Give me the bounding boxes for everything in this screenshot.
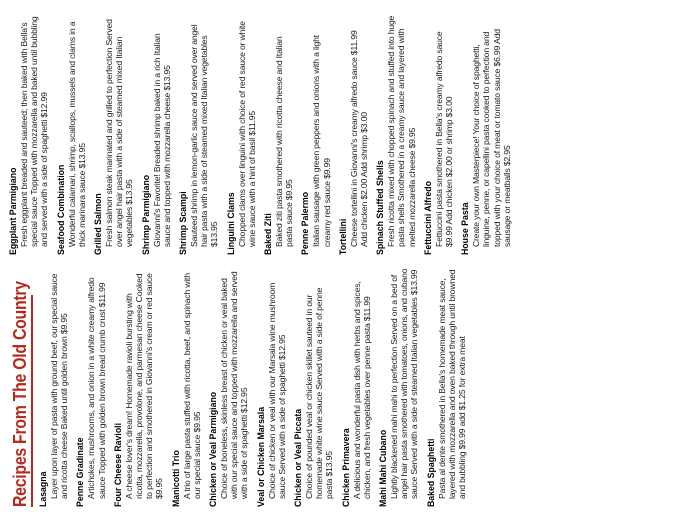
item-description: Chopped clams over linguini with choice of red sauce or white wine sauce with a hint of basil $11.95 <box>236 21 257 247</box>
item-name: Veal or Chicken Marsala <box>255 406 267 507</box>
menu-item <box>113 267 165 507</box>
menu-item <box>93 15 135 255</box>
menu-item <box>375 15 417 255</box>
item-description: Wonderful calamari, shrimp, scallops, mussels and clams in a thick marinara sauce $13.95 <box>66 21 87 247</box>
item-name: Chicken or Veal Piccata <box>293 408 305 507</box>
item-description: Pasta al dente smothered in Bella's homemade meat sauce, layered with mozzarella and oven baked through until browned and bubbling $9.99 add $1.25 for extra meat <box>436 269 468 499</box>
menu-item <box>460 15 512 255</box>
menu-item <box>226 15 257 255</box>
menu-item <box>300 15 331 255</box>
item-name: Penne Palermo <box>300 191 312 255</box>
item-name: Eggplant Parmigiano <box>8 167 19 255</box>
menu-item <box>256 267 287 507</box>
menu-item <box>423 15 454 255</box>
item-description: Choice of boneless, skinless breast of chicken or veal baked with our special sauce and topped with mozzarella and served with a side of spaghetti $12.95 <box>219 271 250 499</box>
item-description: Choice of chicken or veal with our Marsala wine mushroom sauce Served with a side of spaghetti $12.95 <box>266 282 287 499</box>
item-description: Fresh eggplant breaded and sauteed; then baked with Bella's special sauce Topped with mozzarella and baked until bubbling and served with a side of spaghetti $12.99 <box>19 16 50 247</box>
item-name: Linguini Clams <box>225 192 237 255</box>
item-description: Italian sausage with green peppers and onions with a light creamy red sauce $9.99 <box>311 34 332 247</box>
left-column <box>38 267 473 507</box>
item-description: Fettuccini pasta smothered in Bella's creamy alfredo sauce $9.99 Add chicken $2.00 or shrimp $3.00 <box>433 31 455 247</box>
item-name: Shrimp Scampi <box>178 191 190 255</box>
menu-item <box>378 267 420 507</box>
menu-item <box>341 267 372 507</box>
item-name: Fettuccini Alfredo <box>422 181 434 255</box>
item-name: Grilled Salmon <box>93 193 105 255</box>
menu-item <box>338 15 369 255</box>
item-name: Spinach Stuffed Shells <box>375 160 387 255</box>
item-description: Fresh salmon steak marinated and grilled to perfection Served over angel hair pasta with a side of steamed mixed Italian vegetables $13.95 <box>104 19 135 247</box>
title-underline <box>31 295 33 507</box>
item-name: Baked Ziti <box>263 213 275 255</box>
item-description: Choice of pounded veal or chicken skillet sauteed in our homemade white wine sauce Served with a side of penne pasta $13.95 <box>304 287 335 499</box>
item-name: Four Cheese Ravioli <box>112 422 124 507</box>
item-name: Tortellini <box>337 218 349 255</box>
item-name: Mahi Mahi Cubano <box>378 429 390 507</box>
item-description: Layer upon layer of pasta with ground beef, our special sauce and ricotta cheese Baked until golden brown $9.95 <box>49 273 70 499</box>
item-name: Lasagna <box>38 471 49 507</box>
right-column <box>8 15 518 255</box>
item-name: Seafood Combination <box>55 164 67 255</box>
item-description: A delicious and wonderful pasta dish with herbs and spices, chicken, and fresh vegetables over penne pasta $11.99 <box>351 281 372 499</box>
item-name: Chicken or Veal Parmigiano <box>208 391 220 507</box>
menu-item <box>8 15 50 255</box>
item-name: Chicken Primavera <box>340 428 352 507</box>
item-description: A cheese lover's dream! Homemade ravioli bursting with ricotta, mozzarella, provolone, and parmesan cheese Cooked to perfection and smothered in Giovanni's cream or red sauce $9.95 <box>123 273 165 499</box>
menu-item <box>141 15 172 255</box>
menu-item <box>426 267 468 507</box>
menu-item <box>171 267 202 507</box>
item-name: Baked Spaghetti <box>425 438 437 507</box>
menu-item <box>38 267 69 507</box>
item-name: Manicotti Trio <box>170 450 182 507</box>
menu-item <box>178 15 220 255</box>
item-description: Sauteed shrimp in lemon-garlic sauce and served over angel hair pasta with a side of steamed mixed Italian vegetables $13.95 <box>189 24 220 247</box>
item-description: Fresh ricotta mixed with chopped spinach and stuffed into huge pasta shells Smothered in a creamy sauce and layered with melted mozzarella cheese $9.95 <box>386 15 417 247</box>
menu-item <box>293 267 335 507</box>
item-description: Artichokes, mushrooms, and onion in a white creamy alfredo sauce Topped with golden brown bread crumb crust $11.99 <box>86 277 107 499</box>
item-description: Lightly blackened mahi mahi to perfection Served on a bed of angel hair pasta smothered with tomatoes, onions, and cubano sauce Served with a side of steamed Italian vegetables $13.99 <box>389 268 420 499</box>
menu-item <box>56 15 87 255</box>
item-description: Cheese tortellini in Giovanni's creamy alfredo sauce $11.99 Add chicken $2.00 Add shrimp $3.00 <box>348 30 370 247</box>
item-name: Shrimp Parmigiano <box>140 174 152 255</box>
menu-item <box>208 267 250 507</box>
item-name: Penne Gradinate <box>75 437 87 507</box>
menu-item <box>263 15 294 255</box>
item-description: Giovanni's Favorite! Breaded shrimp baked in a rich Italian sauce and topped with mozzarella cheese $13.95 <box>151 33 172 247</box>
item-description: A trio of large pasta stuffed with ricotta, beef, and spinach with our special sauce $9.95 <box>181 273 202 499</box>
menu-item <box>75 267 106 507</box>
item-name: House Pasta <box>460 202 472 255</box>
item-description: Baked ziti pasta smothered with ricotta cheese and Italian pasta sauce $9.95 <box>274 36 295 247</box>
menu-title: Recipes From The Old Country <box>10 281 30 507</box>
item-description: Create your own Masterpiece! Your choice of spaghetti, linguine, penne, or capellini pasta cooked to perfection and topped with your choice of meat or tomato sauce $6.99 Add sausage or meatballs $2.95 <box>471 29 512 247</box>
